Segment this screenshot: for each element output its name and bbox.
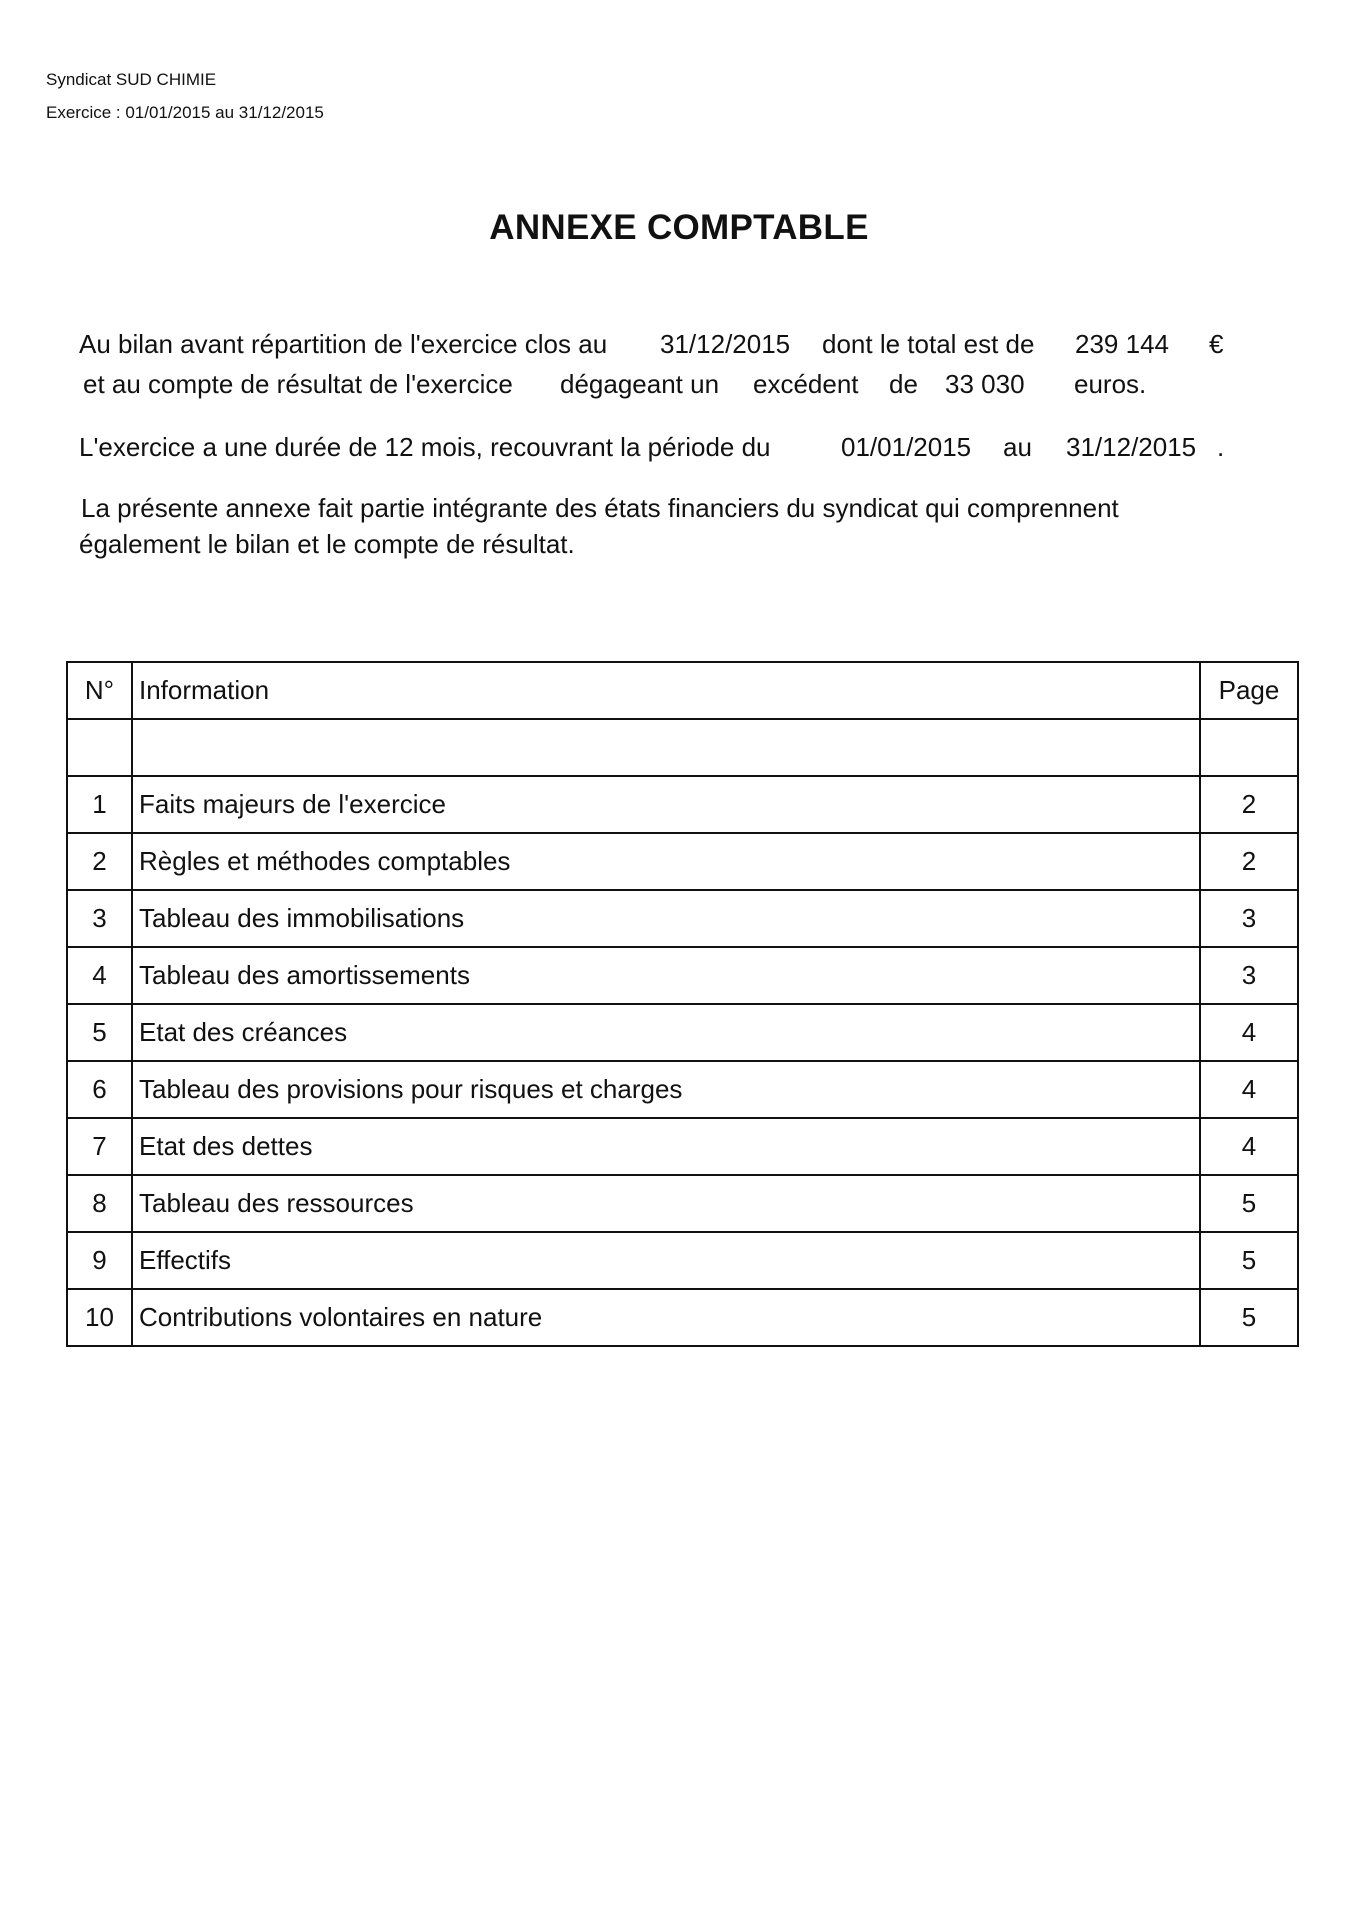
row-page: 5	[1200, 1232, 1298, 1289]
table-row	[67, 947, 1298, 1004]
table-row	[67, 833, 1298, 890]
row-page: 5	[1200, 1175, 1298, 1232]
column-header-number: N°	[67, 662, 132, 719]
row-page: 3	[1200, 947, 1298, 1004]
row-number	[67, 719, 132, 776]
table-row	[67, 890, 1298, 947]
row-number: 5	[67, 1004, 132, 1061]
row-page: 5	[1200, 1289, 1298, 1346]
table-row	[67, 1289, 1298, 1346]
intro-line2-prefix: et au compte de résultat de l'exercice	[83, 369, 513, 399]
table-row	[67, 1118, 1298, 1175]
table-header-row	[67, 662, 1298, 719]
period-start: 01/01/2015	[841, 432, 972, 462]
organization-name: Syndicat SUD CHIMIE	[46, 70, 217, 89]
row-information: Etat des dettes	[132, 1118, 1200, 1175]
row-information: Tableau des provisions pour risques et charges	[132, 1061, 1200, 1118]
row-number: 1	[67, 776, 132, 833]
row-page	[1200, 719, 1298, 776]
row-number: 9	[67, 1232, 132, 1289]
currency-symbol: €	[1209, 329, 1224, 359]
word-degageant: dégageant un	[560, 369, 720, 399]
row-number: 6	[67, 1061, 132, 1118]
row-page: 2	[1200, 833, 1298, 890]
row-information: Contributions volontaires en nature	[132, 1289, 1200, 1346]
row-information: Etat des créances	[132, 1004, 1200, 1061]
row-information: Tableau des ressources	[132, 1175, 1200, 1232]
row-number: 3	[67, 890, 132, 947]
row-information	[132, 719, 1200, 776]
row-information: Effectifs	[132, 1232, 1200, 1289]
statement-line-2: également le bilan et le compte de résultat.	[79, 529, 575, 559]
statement-line-1: La présente annexe fait partie intégrante des états financiers du syndicat qui comprennent	[81, 493, 1119, 523]
page-title: ANNEXE COMPTABLE	[489, 208, 869, 247]
result-unit: euros.	[1074, 369, 1147, 399]
row-information: Tableau des immobilisations	[132, 890, 1200, 947]
row-page: 4	[1200, 1118, 1298, 1175]
table-row	[67, 1232, 1298, 1289]
close-date: 31/12/2015	[660, 329, 791, 359]
table-row	[67, 719, 1298, 776]
row-number: 10	[67, 1289, 132, 1346]
table-row	[67, 776, 1298, 833]
row-page: 4	[1200, 1061, 1298, 1118]
column-header-page: Page	[1200, 662, 1298, 719]
row-information: Faits majeurs de l'exercice	[132, 776, 1200, 833]
period-au: au	[1003, 432, 1032, 462]
table-row	[67, 1004, 1298, 1061]
row-number: 8	[67, 1175, 132, 1232]
total-label: dont le total est de	[822, 329, 1035, 359]
period-end: 31/12/2015	[1066, 432, 1197, 462]
row-number: 4	[67, 947, 132, 1004]
result-value: 33 030	[945, 369, 1025, 399]
row-page: 4	[1200, 1004, 1298, 1061]
row-information: Règles et méthodes comptables	[132, 833, 1200, 890]
duration-text: L'exercice a une durée de 12 mois, recouvrant la période du	[79, 432, 771, 462]
annex-summary-table	[66, 661, 1299, 1347]
row-number: 7	[67, 1118, 132, 1175]
row-number: 2	[67, 833, 132, 890]
period-dot: .	[1217, 432, 1225, 462]
total-value: 239 144	[1075, 329, 1169, 359]
column-header-information: Information	[132, 662, 1200, 719]
row-page: 2	[1200, 776, 1298, 833]
result-type: excédent	[753, 369, 859, 399]
exercise-period: Exercice : 01/01/2015 au 31/12/2015	[46, 103, 324, 122]
row-page: 3	[1200, 890, 1298, 947]
word-de: de	[889, 369, 918, 399]
intro-line1-prefix: Au bilan avant répartition de l'exercice clos au	[79, 329, 608, 359]
table-row	[67, 1061, 1298, 1118]
row-information: Tableau des amortissements	[132, 947, 1200, 1004]
table-row	[67, 1175, 1298, 1232]
